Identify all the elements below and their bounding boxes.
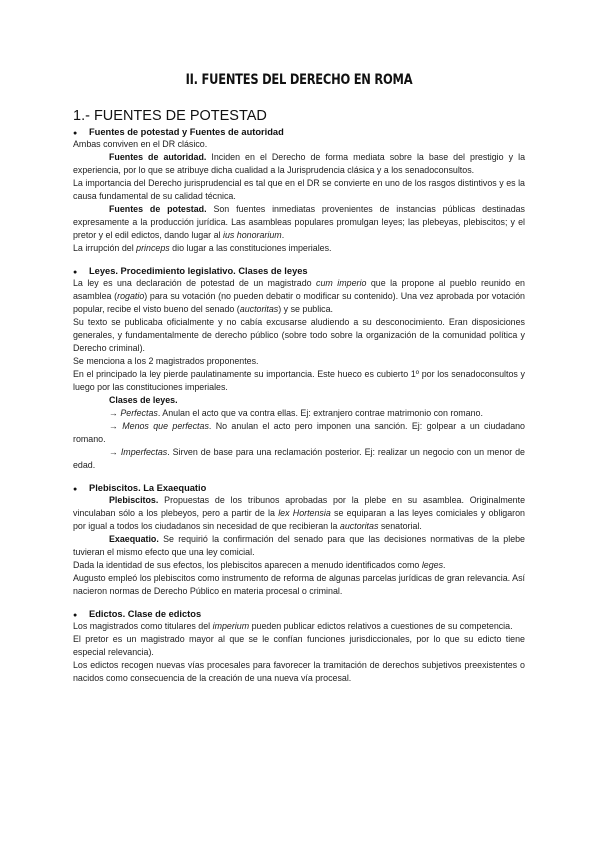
paragraph: En el principado la ley pierde paulatinamente su importancia. Este hueco es cubierto 1º por los senadoconsultos y luego por las constituciones imperiales. [73,369,525,392]
text: Dada la identidad de sus efectos, los plebiscitos aparecen a menudo identificados como [73,560,422,570]
paragraph: Augusto empleó los plebiscitos como instrumento de reforma de algunas parcelas jurídicas de gran relevancia. Así nacieron normas de Derecho Público en materia procesal o criminal. [73,573,525,596]
text: dio lugar a las constituciones imperiales. [169,243,332,253]
paragraph: La importancia del Derecho jurisprudencial es tal que en el DR se convierte en uno de los rasgos distintivos y es la causa fundamental de su calidad técnica. [73,178,525,201]
arrow-icon: → [109,447,121,457]
text: Inciden en el Derecho de forma mediata sobre la base del prestigio y la experiencia, por lo que se atribuye dicha cualidad a la Jurisprudencia clásica y a los senadoconsultos. [73,152,525,175]
bullet-heading-plebiscitos: ● Plebiscitos. La Exaequatio [73,483,525,493]
paragraph-fuentes-potestad [73,203,525,242]
text: que la propone al pueblo reunido en asamblea ( [73,278,525,301]
document-title: II. FUENTES DEL DERECHO EN ROMA [185,72,413,88]
arrow-icon: → [109,421,123,431]
text: ) para su votación (no pueden debatir o modificar su contenido). Una vez aprobada por votación popular, recibe el visto bueno del senado ( [73,291,525,314]
text: Son fuentes inmediatas provenientes de instancias públicas destinadas expresamente a la producción jurídica. Las asambleas populares promulgan leyes; las plebeyas, plebiscitos; y el pretor y el edil edictos, dando lugar al [73,204,525,240]
bullet-heading-edictos: ● Edictos. Clase de edictos [73,609,525,619]
list-item-menos-que-perfectas [73,420,525,446]
list-item-perfectas [73,407,525,420]
bullet-heading-fuentes: ● Fuentes de potestad y Fuentes de autoridad [73,127,525,137]
text: senatorial. [378,521,422,531]
italic-term: princeps [136,243,170,253]
paragraph: Los edictos recogen nuevas vías procesales para favorecer la tramitación de derechos subjetivos preexistentes o nacidos como consecuencia de la creación de una nueva vía procesal. [73,660,525,683]
paragraph: Ambas conviven en el DR clásico. [73,139,208,149]
paragraph-exaequatio [73,533,525,559]
subheading-clases-leyes: Clases de leyes. [109,395,178,405]
text: Se requirió la confirmación del senado para que las decisiones normativas de la plebe tuvieran el mismo efecto que una ley comicial. [73,534,525,557]
term-label: Fuentes de autoridad. [109,152,207,162]
text: se equiparan a las leyes comiciales y obligaron por igual a todos los ciudadanos sin necesidad de que recibieran la [73,508,525,531]
term-label: Plebiscitos. [109,495,159,505]
text: . Sirven de base para una reclamación posterior. Ej: realizar un negocio con un menor de edad. [73,447,525,470]
term-label: Fuentes de potestad. [109,204,207,214]
text: Propuestas de los tribunos aprobadas por la plebe en su asamblea. Originalmente vinculaban sólo a los plebeyos, pero a partir de la [73,495,525,518]
paragraph [73,277,525,316]
italic-term: cum imperio [316,278,367,288]
paragraph [73,242,525,255]
paragraph: El pretor es un magistrado mayor al que se le confían funciones jurisdiccionales, por lo que su edicto tiene especial relevancia). [73,634,525,657]
italic-term: Imperfectas [120,447,168,457]
paragraph [73,559,525,572]
list-item-imperfectas [73,446,525,472]
text: ) y se publica. [278,304,334,314]
italic-term: Perfectas [120,408,158,418]
italic-term: auctoritas [239,304,279,314]
text: . No anulan el acto pero imponen una sanción. Ej: golpear a un ciudadano romano. [73,421,525,444]
italic-term: lex Hortensia [278,508,331,518]
italic-term: auctoritas [339,521,379,531]
arrow-icon: → [109,408,121,418]
paragraph: Se menciona a los 2 magistrados proponentes. [73,356,259,366]
italic-term: ius honorarium [222,230,282,240]
text: La ley es una declaración de potestad de un magistrado [73,278,317,288]
paragraph-fuentes-autoridad [73,151,525,177]
paragraph [73,620,525,633]
bullet-heading-leyes: ● Leyes. Procedimiento legislativo. Clases de leyes [73,266,525,276]
paragraph-plebiscitos [73,494,525,533]
text: La irrupción del [73,243,137,253]
italic-term: rogatio [117,291,145,301]
italic-term: imperium [212,621,250,631]
text: pueden publicar edictos relativos a cuestiones de su competencia. [249,621,513,631]
section-heading: 1.- FUENTES DE POTESTAD [73,108,267,124]
text: . [443,560,446,570]
text: . [281,230,285,240]
italic-term: Menos que [122,421,173,431]
term-label: Exaequatio. [109,534,159,544]
text: . Anulan el acto que va contra ellas. Ej: extranjero contrae matrimonio con romano. [157,408,483,418]
paragraph: Su texto se publicaba oficialmente y no cabía excusarse aludiendo a su desconocimiento. Eran disposiciones generales, y fundamentalmente de derecho público (sobre todo sobre la organización de la comunidad política y Derecho criminal). [73,317,525,353]
italic-term: perfectas [172,421,209,431]
italic-term: leges [421,560,444,570]
text: Los magistrados como titulares del [73,621,213,631]
